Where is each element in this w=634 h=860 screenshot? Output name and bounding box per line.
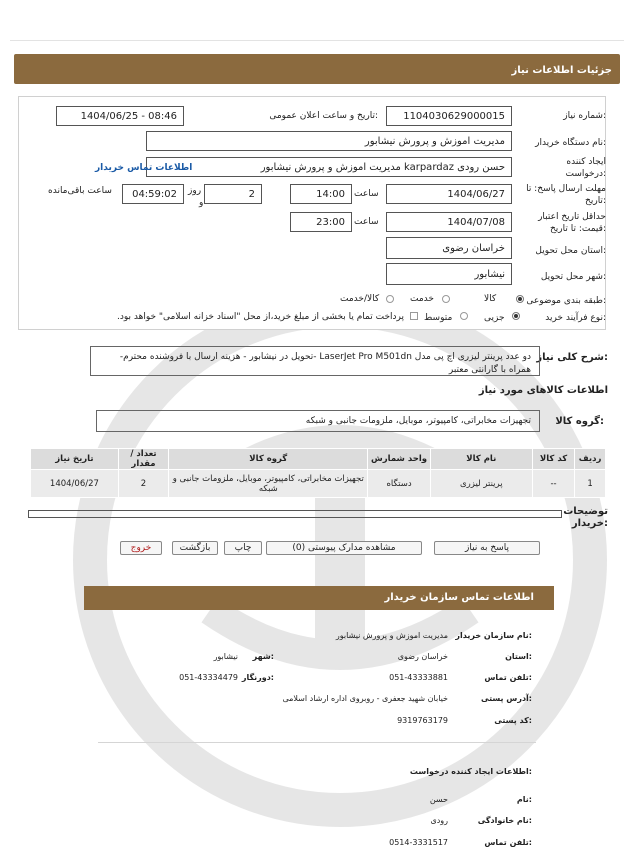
print-button[interactable]: چاپ: [224, 541, 262, 555]
col-header-date: تاریخ نیاز: [31, 449, 119, 470]
category-both-radio[interactable]: [386, 295, 394, 303]
back-button[interactable]: بازگشت: [172, 541, 218, 555]
col-header-row: ردیف: [575, 449, 606, 470]
buyer-notes-label-2: خریدار:: [571, 518, 608, 529]
category-service-label: خدمت: [410, 294, 434, 304]
contact-postal-value: 9319763179: [397, 716, 448, 725]
remaining-time-label: ساعت باقی‌مانده: [48, 186, 112, 196]
validity-time-field: 23:00: [290, 212, 352, 232]
announce-datetime-label: تاریخ و ساعت اعلان عمومی:: [269, 111, 378, 121]
province-field: خراسان رضوی: [386, 237, 512, 259]
requester-label-1: ایجاد کننده: [566, 157, 606, 167]
deadline-date-field: 1404/06/27: [386, 184, 512, 204]
category-both-label: کالا/خدمت: [340, 294, 380, 304]
category-goods-label: کالا: [484, 294, 497, 304]
creator-phone-label: تلفن تماس:: [484, 838, 532, 847]
cell-row: 1: [575, 470, 606, 498]
category-label: طبقه بندی موضوعی:: [526, 296, 606, 306]
cell-unit: دستگاه: [368, 470, 430, 498]
process-medium-label: متوسط: [424, 313, 453, 323]
cell-qty: 2: [118, 470, 168, 498]
process-label: نوع فرآیند خرید:: [545, 313, 606, 323]
requester-label-2: درخواست:: [565, 169, 606, 179]
goods-group-field: تجهیزات مخابراتی، کامپیوتر، موبایل، ملزومات جانبی و شبکه: [96, 410, 540, 432]
col-header-name: نام کالا: [430, 449, 532, 470]
contact-phone-label: تلفن تماس:: [484, 673, 532, 682]
announce-datetime-field: 1404/06/25 - 08:46: [56, 106, 184, 126]
contact-city-value: نیشابور: [213, 652, 238, 661]
cell-date: 1404/06/27: [31, 470, 119, 498]
summary-text: دو عدد پرینتر لیزری اچ پی مدل LaserJet Pro M501dn -تحویل در نیشابور - هزینه ارسال با فروشنده محترم- همراه با گارانتی معتبر: [90, 346, 540, 376]
deadline-label-1: مهلت ارسال پاسخ: تا: [526, 184, 606, 194]
col-header-group: گروه کالا: [169, 449, 368, 470]
creator-section-title: اطلاعات ایجاد کننده درخواست:: [409, 767, 532, 776]
validity-label-1: حداقل تاریخ اعتبار: [538, 212, 606, 222]
attachments-button[interactable]: مشاهده مدارک پیوستی (0): [266, 541, 422, 555]
deadline-day-label: روز: [188, 186, 202, 196]
contact-org-value: مدیریت اموزش و پرورش نیشابور: [335, 631, 448, 640]
col-header-qty: تعداد / مقدار: [118, 449, 168, 470]
process-medium-radio[interactable]: [460, 312, 468, 320]
validity-label-2: قیمت: تا تاریخ:: [549, 224, 606, 234]
province-label: استان محل تحویل:: [535, 246, 606, 256]
process-minor-label: جزیی: [484, 313, 505, 323]
col-header-unit: واحد شمارش: [368, 449, 430, 470]
creator-phone-value: 0514-3331517: [389, 838, 448, 847]
city-field: نیشابور: [386, 263, 512, 285]
cell-group: تجهیزات مخابراتی، کامپیوتر، موبایل، ملزومات جانبی و شبکه: [169, 470, 368, 498]
validity-time-label: ساعت: [354, 217, 379, 227]
col-header-code: کد کالا: [532, 449, 574, 470]
table-row: [31, 470, 606, 498]
contact-org-label: نام سازمان خریدار:: [455, 631, 532, 640]
contact-fax-value: 051-43334479: [179, 673, 238, 682]
category-goods-radio[interactable]: [516, 295, 524, 303]
requester-field: حسن رودی karpardaz مدیریت اموزش و پرورش نیشابور: [146, 157, 512, 177]
category-service-radio[interactable]: [442, 295, 450, 303]
deadline-label-2: تاریخ:: [585, 196, 606, 206]
summary-label: شرح کلی نیاز:: [536, 352, 608, 363]
contact-divider: [98, 742, 536, 743]
cell-code: --: [532, 470, 574, 498]
buyer-notes-label-1: توضیحات: [563, 506, 608, 517]
goods-group-label: گروه کالا:: [555, 416, 604, 427]
deadline-and-label: و: [199, 198, 204, 208]
city-label: شهر محل تحویل:: [540, 272, 606, 282]
treasury-checkbox[interactable]: [410, 312, 418, 320]
creator-family-label: نام خانوادگی:: [477, 816, 532, 825]
buyer-contact-link[interactable]: اطلاعات تماس خریدار: [95, 163, 193, 173]
need-number-field: 1104030629000015: [386, 106, 512, 126]
need-number-label: شماره نیاز:: [563, 111, 606, 121]
buyer-notes-field: [28, 510, 562, 518]
goods-section-title: اطلاعات کالاهای مورد نیاز: [478, 385, 608, 396]
deadline-time-label: ساعت: [354, 189, 379, 199]
cell-name: پرینتر لیزری: [430, 470, 532, 498]
details-header-title: جزئیات اطلاعات نیاز: [511, 65, 612, 76]
contact-fax-label: دورنگار:: [241, 673, 274, 682]
contact-header-title: اطلاعات تماس سازمان خریدار: [384, 592, 534, 603]
buyer-org-field: مدیریت اموزش و پرورش نیشابور: [146, 131, 512, 151]
treasury-note: پرداخت تمام یا بخشی از مبلغ خرید،از محل "اسناد خزانه اسلامی" خواهد بود.: [116, 312, 404, 322]
deadline-time-field: 14:00: [290, 184, 352, 204]
remaining-time-field: 04:59:02: [122, 184, 184, 204]
exit-button[interactable]: خروج: [120, 541, 162, 555]
top-divider: [10, 40, 624, 41]
process-minor-radio[interactable]: [512, 312, 520, 320]
creator-name-label: نام:: [516, 795, 532, 804]
contact-province-label: استان:: [505, 652, 532, 661]
contact-postal-label: کد پستی:: [494, 716, 532, 725]
goods-table: [30, 448, 606, 498]
creator-name-value: حسن: [429, 795, 448, 804]
buyer-org-label: نام دستگاه خریدار:: [535, 138, 606, 148]
validity-date-field: 1404/07/08: [386, 212, 512, 232]
deadline-days-field: 2: [204, 184, 262, 204]
contact-address-value: خیابان شهید جعفری - روبروی اداره ارشاد اسلامی: [282, 694, 448, 703]
contact-city-label: شهر:: [252, 652, 274, 661]
contact-address-label: آدرس پستی:: [481, 694, 532, 703]
creator-family-value: رودی: [430, 816, 448, 825]
reply-button[interactable]: پاسخ به نیاز: [434, 541, 540, 555]
contact-province-value: خراسان رضوی: [397, 652, 448, 661]
contact-phone-value: 051-43333881: [389, 673, 448, 682]
